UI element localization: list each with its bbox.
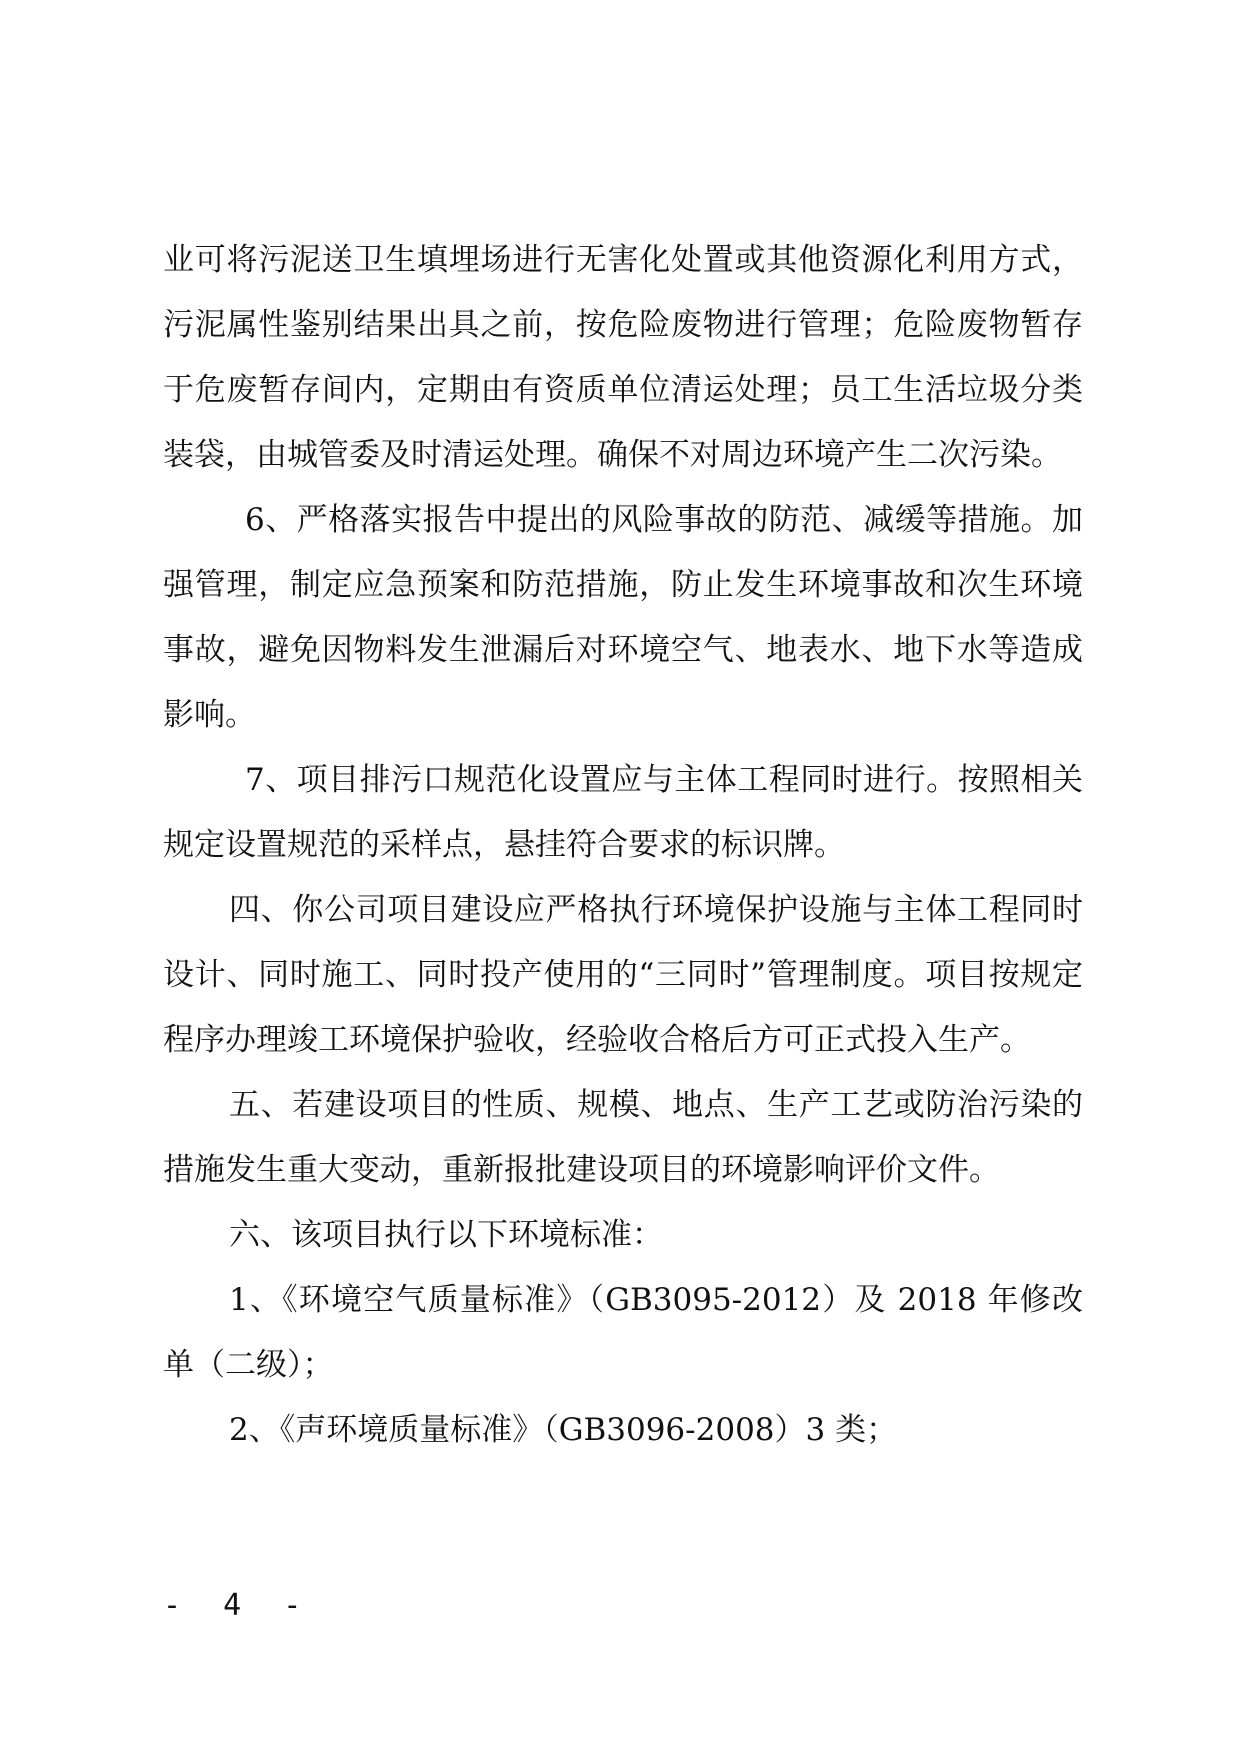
document-body [163,228,1083,1463]
paragraph-standard-1: 1、《环境空气质量标准》（GB3095-2012）及 2018 年修改单（二级）； [163,1282,1083,1383]
paragraph-standard-2: 2、《声环境质量标准》（GB3096-2008）3 类； [229,1412,898,1448]
paragraph-continuation: 业可将污泥送卫生填埋场进行无害化处置或其他资源化利用方式，污泥属性鉴别结果出具之前，按危险废物进行管理；危险废物暂存于危废暂存间内，定期由有资质单位清运处理；员工生活垃圾分类装袋，由城管委及时清运处理。确保不对周边环境产生二次污染。 [163,242,1083,473]
paragraph-section-4: 四、你公司项目建设应严格执行环境保护设施与主体工程同时设计、同时施工、同时投产使用的“三同时”管理制度。项目按规定程序办理竣工环境保护验收，经验收合格后方可正式投入生产。 [163,892,1083,1058]
paragraph-section-5: 五、若建设项目的性质、规模、地点、生产工艺或防治污染的措施发生重大变动，重新报批建设项目的环境影响评价文件。 [163,1087,1083,1188]
page-number: - 4 - [163,1588,314,1623]
paragraph-section-6: 六、该项目执行以下环境标准： [229,1217,663,1253]
paragraph-item-6: 6、严格落实报告中提出的风险事故的防范、减缓等措施。加强管理，制定应急预案和防范措施，防止发生环境事故和次生环境事故，避免因物料发生泄漏后对环境空气、地表水、地下水等造成影响。 [163,502,1083,733]
paragraph-item-7: 7、项目排污口规范化设置应与主体工程同时进行。按照相关规定设置规范的采样点，悬挂符合要求的标识牌。 [163,762,1083,863]
